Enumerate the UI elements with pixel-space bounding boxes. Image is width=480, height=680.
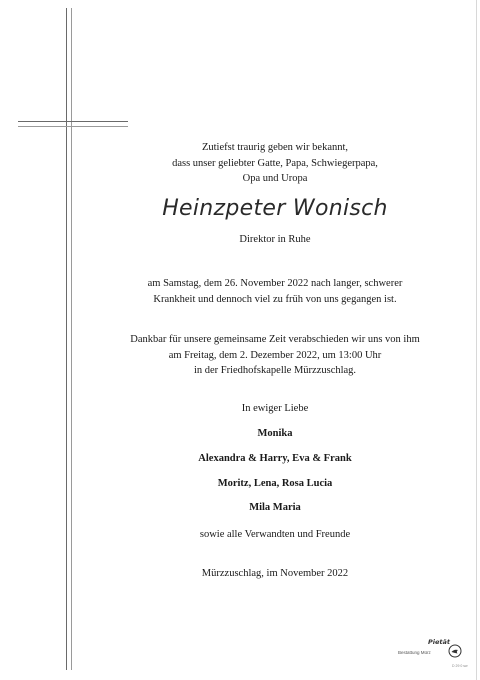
mourner-name: Moritz, Lena, Rosa Lucia [217, 478, 333, 489]
logo-subtitle: Bestattung Mürz [398, 650, 431, 655]
place-date-text: Mürzzuschlag, im November 2022 [201, 568, 349, 579]
footer-code: D 29 0 sw [452, 664, 468, 668]
page-edge-divider [476, 0, 477, 680]
love-text: In ewiger Liebe [241, 403, 309, 414]
deceased-title [90, 232, 460, 248]
love-line [90, 401, 460, 417]
cross-vertical-line [66, 8, 67, 670]
relatives-line [90, 527, 460, 543]
funeral-line: am Freitag, dem 2. Dezember 2022, um 13:00 Uhr [168, 349, 382, 361]
death-line: am Samstag, dem 26. November 2022 nach langer, schwerer [147, 278, 403, 289]
funeral-line: Dankbar für unsere gemeinsame Zeit verabschieden wir uns von ihm [130, 334, 420, 345]
intro-line: Zutiefst traurig geben wir bekannt, [201, 142, 349, 153]
funeral-details [90, 332, 460, 379]
intro-text [90, 140, 460, 187]
mourner-name: Mila Maria [249, 502, 301, 513]
funeral-home-logo [398, 638, 468, 662]
place-date [90, 566, 460, 582]
funeral-line: in der Friedhofskapelle Mürzzuschlag. [193, 365, 357, 376]
deceased-name: Heinzpeter Wonisch [162, 196, 388, 221]
death-line: Krankheit und dennoch viel zu früh von uns gegangen ist. [153, 293, 397, 305]
dove-emblem-icon [448, 644, 462, 658]
mourner-name: Alexandra & Harry, Eva & Frank [198, 453, 352, 464]
cross-horizontal-line [18, 121, 128, 122]
cross-vertical-line [71, 8, 72, 670]
relatives-text: sowie alle Verwandten und Freunde [199, 529, 351, 540]
logo-name: Pietät [428, 638, 451, 646]
death-announcement [90, 276, 460, 307]
intro-line: Opa und Uropa [242, 173, 308, 184]
intro-line: dass unser geliebter Gatte, Papa, Schwiegerpapa, [172, 157, 378, 169]
cross-horizontal-line [18, 126, 128, 127]
mourner-name: Monika [257, 428, 293, 439]
title-text: Direktor in Ruhe [239, 234, 311, 245]
